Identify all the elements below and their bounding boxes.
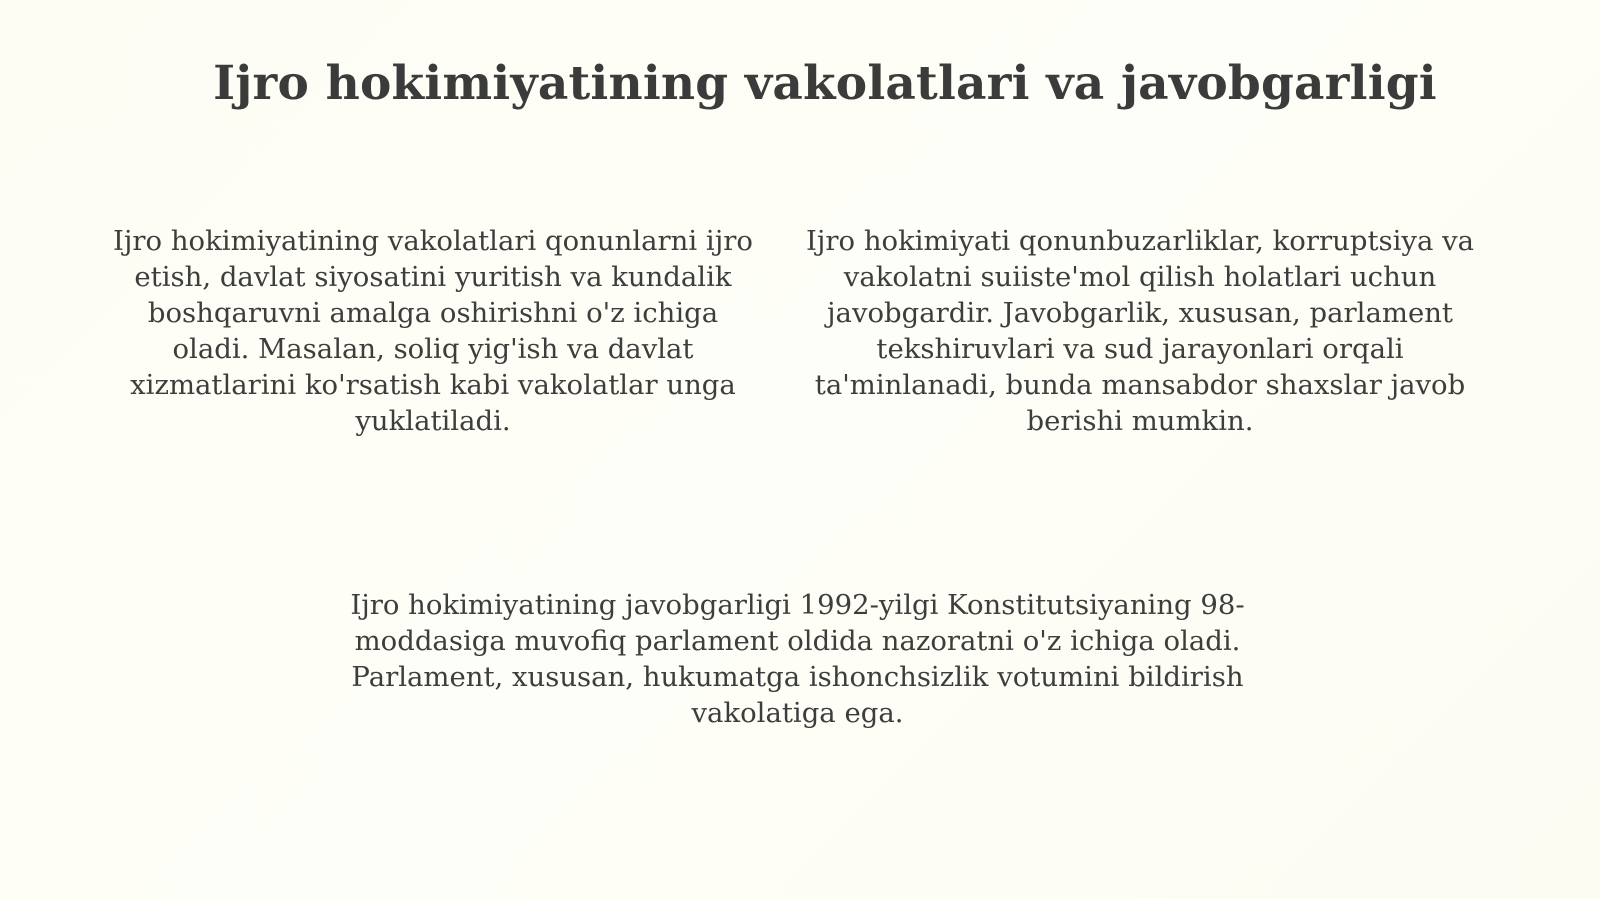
text-block-responsibility: Ijro hokimiyati qonunbuzarliklar, korruptsiya va vakolatni suiiste'mol qilish holatlari uchun javobgardir. Javobgarlik, xususan, parlament tekshiruvlari va sud jarayonlari orqali ta'minlanadi, bunda mansabdor shaxslar javob berishi mumkin. (805, 225, 1475, 437)
text-block-constitution: Ijro hokimiyatining javobgarligi 1992-yilgi Konstitutsiyaning 98-moddasiga muvofiq parlament oldida nazoratni o'z ichiga oladi. Parlament, xususan, hukumatga ishonchsizlik votumini bildirish vakolatiga ega. (350, 589, 1245, 729)
text-block-powers: Ijro hokimiyatining vakolatlari qonunlarni ijro etish, davlat siyosatini yuritish va kundalik boshqaruvni amalga oshirishni o'z ichiga oladi. Masalan, soliq yig'ish va davlat xizmatlarini ko'rsatish kabi vakolatlar unga yuklatiladi. (113, 225, 753, 437)
slide-title: Ijro hokimiyatining vakolatlari va javobgarligi (213, 56, 1437, 111)
